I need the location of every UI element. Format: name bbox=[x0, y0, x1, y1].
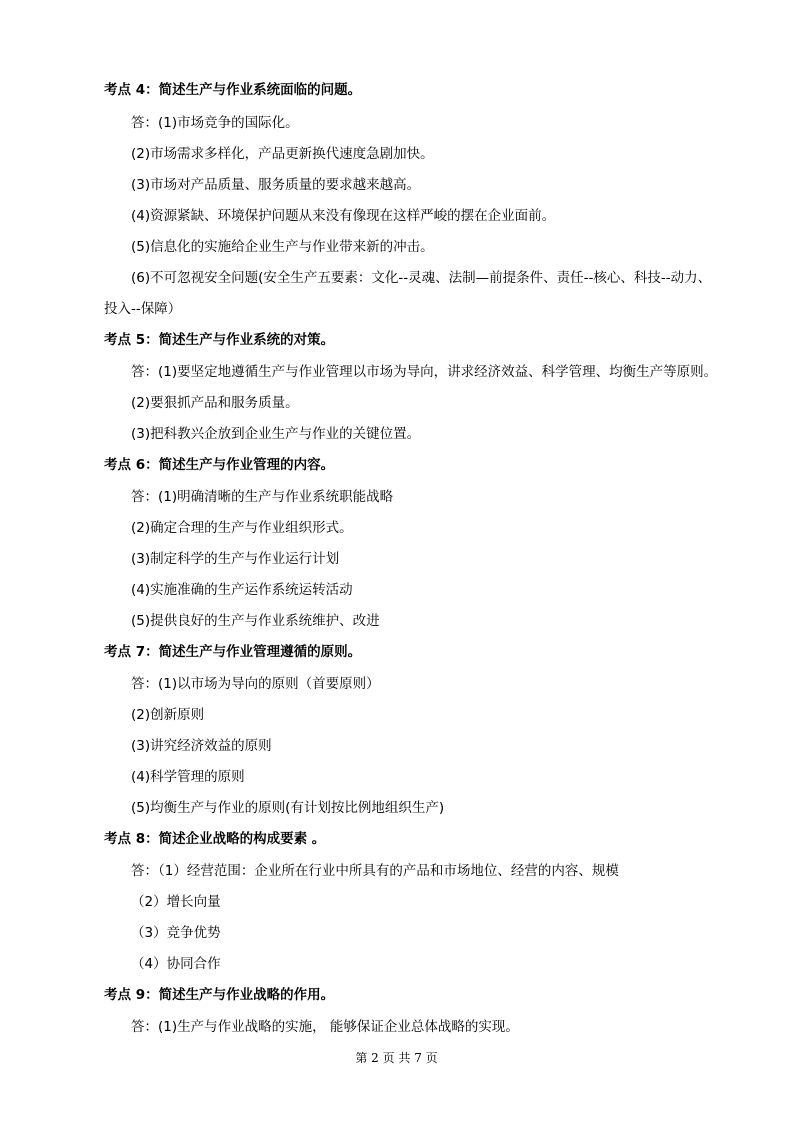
section-heading: 考点 7：简述生产与作业管理遵循的原则。 bbox=[104, 644, 362, 660]
answer-line: (2)要狠抓产品和服务质量。 bbox=[131, 395, 299, 411]
answer-line: (5)信息化的实施给企业生产与作业带来新的冲击。 bbox=[131, 239, 434, 255]
section-heading: 考点 5：简述生产与作业系统的对策。 bbox=[104, 332, 335, 348]
answer-line: （3）竞争优势 bbox=[131, 925, 221, 941]
answer-line: 答：(1)生产与作业战略的实施， 能够保证企业总体战略的实现。 bbox=[131, 1019, 519, 1035]
page-number: 第 2 页 共 7 页 bbox=[355, 1051, 438, 1065]
answer-line: 答：（1）经营范围：企业所在行业中所具有的产品和市场地位、经营的内容、规模 bbox=[131, 863, 619, 879]
section-heading: 考点 8：简述企业战略的构成要素 。 bbox=[104, 831, 326, 847]
answer-line-continuation: 投入--保障） bbox=[104, 301, 182, 317]
answer-line: (2)创新原则 bbox=[131, 707, 205, 723]
answer-line: (6)不可忽视安全问题(安全生产五要素：文化--灵魂、法制—前提条件、责任--核心、科技--动力、 bbox=[131, 270, 712, 286]
answer-line: (4)实施准确的生产运作系统运转活动 bbox=[131, 582, 353, 598]
section-heading: 考点 6：简述生产与作业管理的内容。 bbox=[104, 457, 335, 473]
answer-line: (3)讲究经济效益的原则 bbox=[131, 738, 272, 754]
answer-line: (2)确定合理的生产与作业组织形式。 bbox=[131, 520, 353, 536]
answer-line: 答：(1)市场竞争的国际化。 bbox=[131, 115, 299, 131]
answer-line: (3)制定科学的生产与作业运行计划 bbox=[131, 551, 340, 567]
answer-line: (2)市场需求多样化，产品更新换代速度急剧加快。 bbox=[131, 146, 434, 162]
answer-line: 答：(1)以市场为导向的原则（首要原则） bbox=[131, 676, 380, 692]
answer-line: (4)资源紧缺、环境保护问题从来没有像现在这样严峻的摆在企业面前。 bbox=[131, 208, 556, 224]
section-heading: 考点 9：简述生产与作业战略的作用。 bbox=[104, 987, 335, 1003]
answer-line: （4）协同合作 bbox=[131, 956, 221, 972]
answer-line: （2）增长向量 bbox=[131, 894, 221, 910]
answer-line: (5)提供良好的生产与作业系统维护、改进 bbox=[131, 613, 380, 629]
answer-line: (3)把科教兴企放到企业生产与作业的关键位置。 bbox=[131, 426, 421, 442]
section-heading: 考点 4：简述生产与作业系统面临的问题。 bbox=[104, 82, 362, 98]
answer-line: (3)市场对产品质量、服务质量的要求越来越高。 bbox=[131, 177, 421, 193]
answer-line: 答：(1)明确清晰的生产与作业系统职能战略 bbox=[131, 489, 394, 505]
answer-line: (4)科学管理的原则 bbox=[131, 769, 245, 785]
answer-line: 答：(1)要坚定地遵循生产与作业管理以市场为导向，讲求经济效益、科学管理、均衡生产等原则。 bbox=[131, 364, 718, 380]
answer-line: (5)均衡生产与作业的原则(有计划按比例地组织生产) bbox=[131, 800, 445, 816]
